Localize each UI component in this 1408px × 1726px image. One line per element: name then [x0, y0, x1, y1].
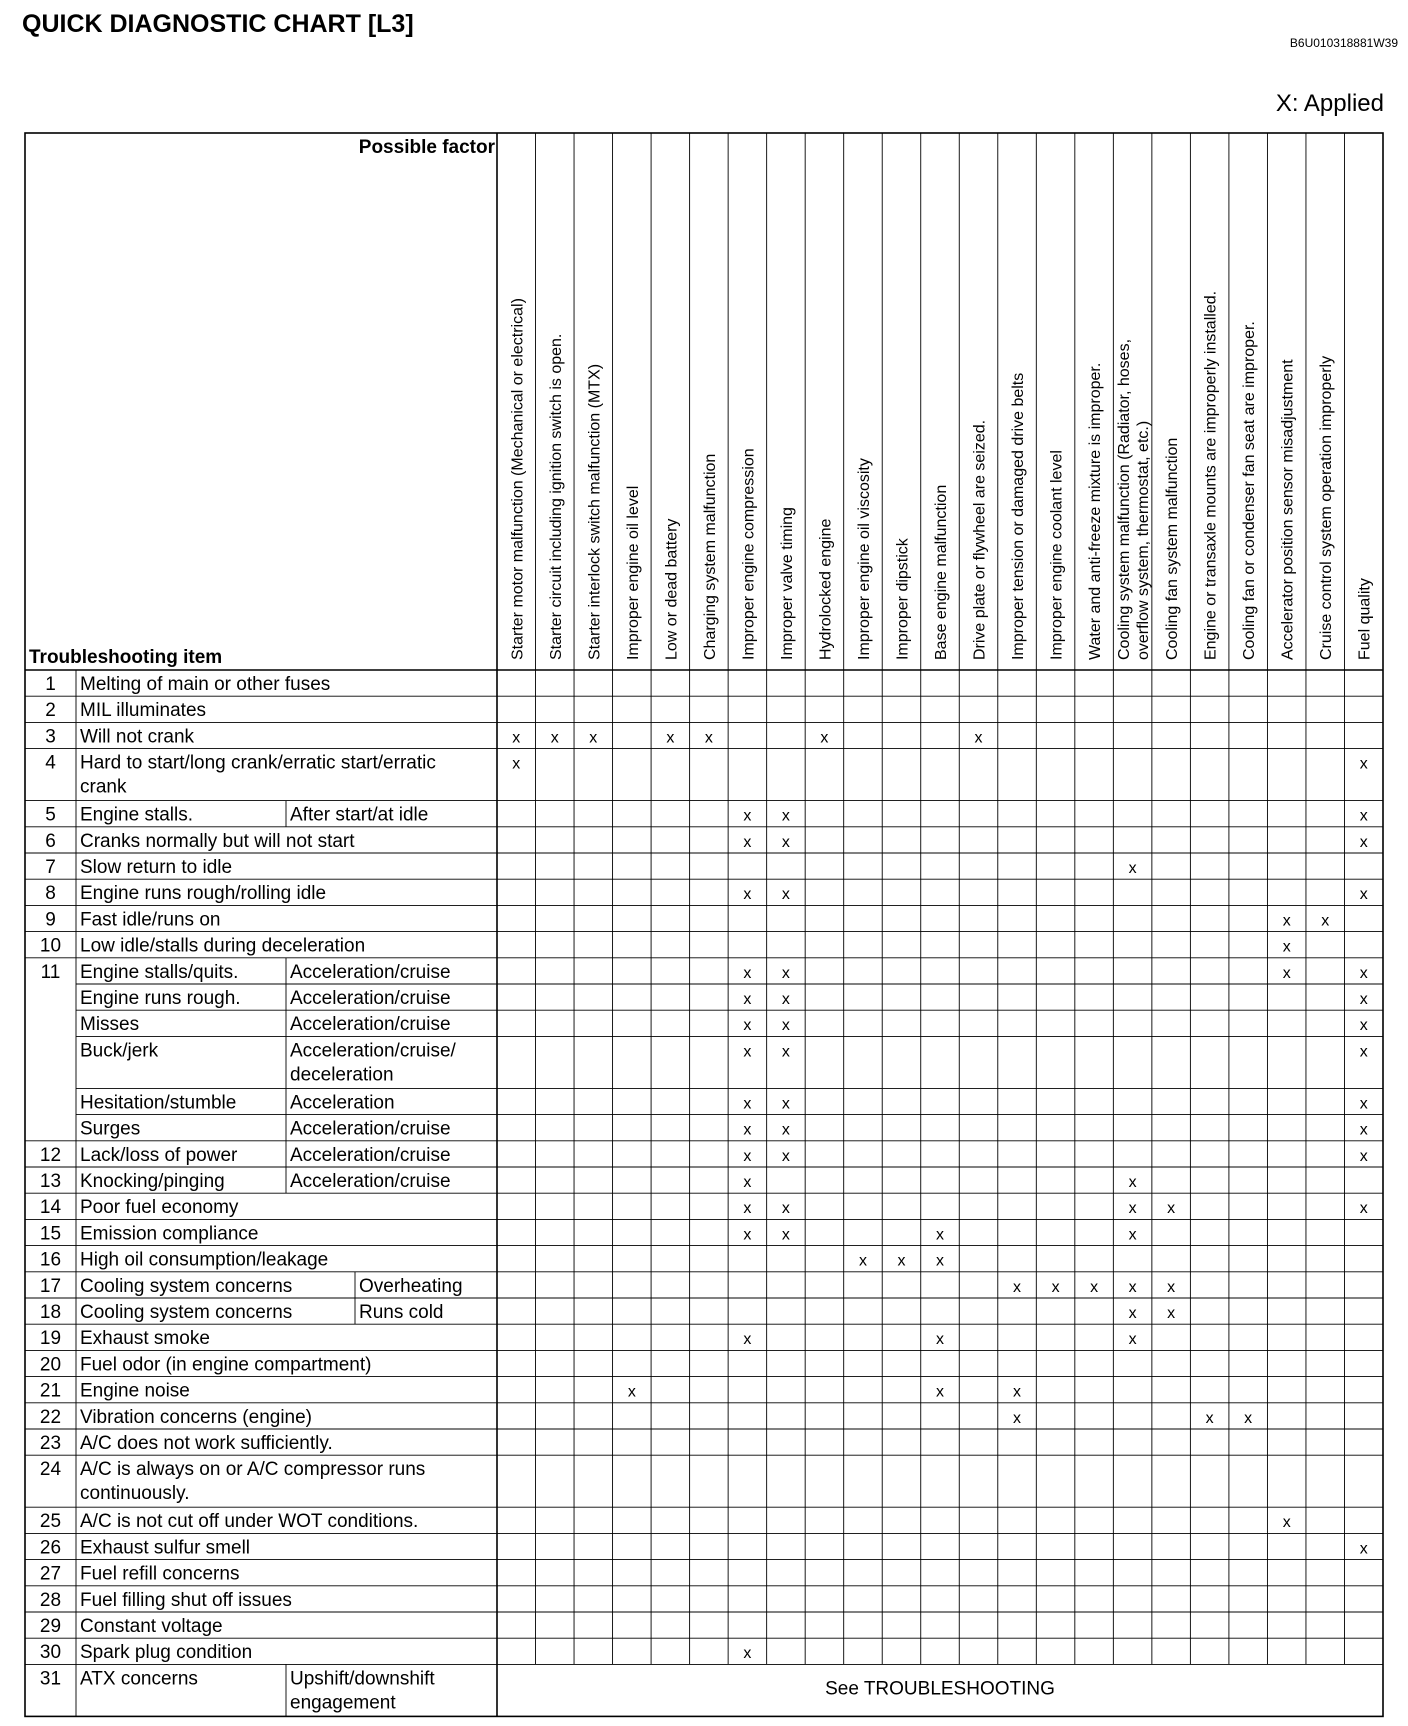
applied-mark: x — [936, 1252, 944, 1270]
row-number: 10 — [39, 935, 62, 957]
row-number: 15 — [39, 1223, 62, 1245]
applied-mark: x — [781, 1121, 790, 1139]
applied-mark: x — [1128, 1226, 1137, 1244]
factor-label — [1241, 321, 1258, 660]
row-number: 24 — [39, 1459, 62, 1481]
troubleshooting-item: Misses — [80, 1014, 140, 1036]
applied-mark: x — [974, 729, 983, 747]
troubleshooting-item: Surges — [80, 1118, 141, 1140]
row-number: 20 — [39, 1354, 62, 1376]
troubleshooting-item: Fuel filling shut off issues — [80, 1589, 292, 1611]
troubleshooting-item: Slow return to idle — [80, 857, 233, 878]
svg-text:Improper engine oil level: Improper engine oil level — [624, 485, 642, 660]
condition-text: Upshift/downshift — [290, 1668, 435, 1690]
svg-text:Starter interlock switch malfu: Starter interlock switch malfunction (MTX) — [586, 363, 604, 660]
applied-mark: x — [1244, 1409, 1253, 1427]
row-number: 6 — [45, 830, 56, 852]
svg-text:Base engine malfunction: Base engine malfunction — [933, 484, 950, 660]
applied-mark: x — [1128, 860, 1137, 877]
svg-text:Cooling fan system malfunction: Cooling fan system malfunction — [1164, 437, 1182, 660]
applied-mark: x — [1282, 912, 1291, 930]
row-number: 4 — [45, 752, 56, 774]
troubleshooting-item: Vibration concerns (engine) — [80, 1406, 313, 1428]
svg-text:Engine or transaxle mounts are: Engine or transaxle mounts are improperly installed. — [1202, 290, 1220, 660]
condition-text: After start/at idle — [290, 804, 429, 826]
factor-label — [1318, 356, 1335, 660]
svg-text:Drive plate or flywheel are se: Drive plate or flywheel are seized. — [971, 419, 989, 660]
factor-label — [1049, 450, 1066, 660]
svg-text:Improper engine coolant level: Improper engine coolant level — [1048, 450, 1066, 660]
applied-mark: x — [743, 833, 752, 851]
troubleshooting-item: Hard to start/long crank/erratic start/erratic — [80, 752, 436, 774]
applied-mark: x — [781, 1147, 790, 1165]
row-number: 17 — [39, 1275, 62, 1297]
applied-mark: x — [781, 1095, 790, 1113]
row-number: 7 — [45, 857, 56, 878]
svg-text:Low or dead battery: Low or dead battery — [663, 518, 681, 660]
see-troubleshooting-note: See TROUBLESHOOTING — [825, 1678, 1055, 1700]
applied-mark: x — [1359, 1095, 1368, 1113]
troubleshooting-item: Will not crank — [80, 726, 195, 748]
applied-mark: x — [743, 964, 752, 982]
applied-mark: x — [550, 729, 559, 747]
condition-text: Acceleration/cruise — [290, 1171, 451, 1192]
applied-mark: x — [1128, 1305, 1137, 1322]
svg-text:Cooling system malfunction (Ra: Cooling system malfunction (Radiator, hoses, — [1116, 338, 1134, 660]
svg-text:Hydrolocked engine: Hydrolocked engine — [817, 518, 835, 660]
factor-label — [1010, 373, 1027, 660]
applied-mark: x — [781, 807, 790, 825]
row-number: 22 — [39, 1406, 62, 1428]
applied-mark: x — [1359, 1200, 1368, 1218]
applied-mark: x — [512, 729, 521, 747]
applied-mark: x — [820, 729, 829, 747]
row-number: 26 — [39, 1537, 62, 1559]
troubleshooting-item: Cooling system concerns — [80, 1275, 293, 1297]
applied-mark: x — [1359, 991, 1368, 1008]
applied-mark: x — [781, 1200, 790, 1218]
applied-mark: x — [1282, 1514, 1291, 1532]
possible-factor-label: Possible factor — [358, 137, 495, 158]
applied-mark: x — [704, 729, 713, 747]
troubleshooting-item: Fuel refill concerns — [80, 1563, 240, 1585]
row-number: 11 — [40, 961, 61, 983]
factor-label — [1116, 339, 1152, 660]
applied-mark: x — [781, 991, 790, 1008]
applied-mark: x — [743, 886, 752, 904]
svg-text:Starter circuit including igni: Starter circuit including ignition switch is open. — [547, 333, 565, 660]
condition-text: Acceleration/cruise — [290, 1144, 451, 1166]
factor-label — [702, 454, 719, 660]
applied-mark: x — [743, 1043, 752, 1061]
factor-label — [586, 364, 603, 660]
applied-mark: x — [1359, 1147, 1368, 1165]
svg-text:Fuel quality: Fuel quality — [1356, 578, 1374, 660]
row-number: 5 — [45, 804, 56, 826]
applied-mark: x — [743, 1121, 752, 1139]
applied-mark: x — [936, 1383, 944, 1401]
factor-label — [625, 486, 642, 660]
condition-text: Acceleration/cruise — [290, 988, 451, 1009]
row-number: 27 — [39, 1563, 62, 1585]
troubleshooting-item: Cooling system concerns — [80, 1302, 293, 1323]
applied-mark: x — [781, 964, 790, 982]
factor-label — [856, 458, 873, 660]
factor-label — [894, 537, 911, 660]
troubleshooting-item: MIL illuminates — [80, 700, 207, 722]
svg-text:Cooling fan or condenser fan s: Cooling fan or condenser fan seat are improper. — [1241, 321, 1259, 660]
applied-mark: x — [1167, 1200, 1176, 1218]
troubleshooting-item: Melting of main or other fuses — [80, 674, 331, 695]
factor-label — [1087, 363, 1104, 660]
svg-text:Accelerator position sensor mi: Accelerator position sensor misadjustment — [1279, 359, 1297, 660]
row-number: 23 — [39, 1433, 62, 1454]
applied-mark: x — [1282, 938, 1291, 956]
applied-mark: x — [1128, 1331, 1137, 1349]
applied-mark: x — [1359, 1043, 1368, 1061]
applied-mark: x — [781, 833, 790, 851]
document-id: B6U010318881W39 — [1289, 36, 1398, 50]
factor-label — [817, 518, 834, 660]
troubleshooting-item: A/C is always on or A/C compressor runs — [80, 1459, 426, 1481]
svg-text:Improper valve timing: Improper valve timing — [778, 507, 796, 660]
applied-mark: x — [1013, 1278, 1022, 1296]
applied-mark: x — [781, 1017, 790, 1035]
applied-mark: x — [1359, 886, 1368, 904]
applied-mark: x — [1128, 1174, 1137, 1191]
factor-label — [509, 298, 526, 660]
troubleshooting-item: Exhaust sulfur smell — [80, 1537, 251, 1559]
svg-text:overflow system, thermostat, e: overflow system, thermostat, etc.) — [1135, 420, 1153, 660]
applied-mark: x — [897, 1252, 906, 1270]
troubleshooting-item: Engine runs rough/rolling idle — [80, 883, 327, 905]
condition-text: Acceleration/cruise/ — [290, 1040, 456, 1062]
troubleshooting-item: Constant voltage — [80, 1616, 223, 1637]
applied-mark: x — [1167, 1305, 1176, 1322]
svg-text:Improper dipstick: Improper dipstick — [894, 538, 912, 660]
applied-mark: x — [743, 1147, 752, 1165]
applied-mark: x — [1359, 1017, 1368, 1035]
applied-mark: x — [743, 1174, 752, 1191]
applied-mark: x — [1359, 755, 1368, 773]
troubleshooting-item: Engine noise — [80, 1380, 190, 1402]
troubleshooting-item: Buck/jerk — [80, 1040, 159, 1062]
applied-mark: x — [743, 1226, 752, 1244]
row-number: 16 — [39, 1249, 62, 1271]
legend: X: Applied — [1275, 90, 1384, 117]
applied-mark: x — [1205, 1409, 1214, 1427]
condition-text: Overheating — [359, 1275, 463, 1297]
troubleshooting-item: Lack/loss of power — [80, 1144, 238, 1166]
row-number: 12 — [39, 1144, 62, 1166]
factor-label — [779, 507, 796, 660]
condition-text: Acceleration/cruise — [290, 1118, 451, 1140]
factor-label — [663, 519, 680, 660]
row-number: 8 — [45, 883, 56, 905]
troubleshooting-item: Exhaust smoke — [80, 1328, 210, 1350]
applied-mark: x — [1359, 964, 1368, 982]
factor-label — [548, 334, 565, 660]
applied-mark: x — [666, 729, 675, 747]
applied-mark: x — [743, 1017, 752, 1035]
applied-mark: x — [743, 1200, 752, 1218]
troubleshooting-item: Cranks normally but will not start — [80, 830, 355, 852]
applied-mark: x — [781, 1043, 790, 1061]
row-number: 25 — [39, 1511, 62, 1533]
applied-mark: x — [1167, 1278, 1176, 1296]
troubleshooting-item: Knocking/pinging — [80, 1171, 225, 1192]
row-number: 28 — [39, 1589, 62, 1611]
troubleshooting-item-label: Troubleshooting item — [29, 647, 223, 668]
svg-text:Water and anti-freeze mixture: Water and anti-freeze mixture is improper. — [1087, 362, 1105, 660]
row-number: 13 — [39, 1171, 62, 1192]
row-number: 3 — [45, 726, 56, 748]
troubleshooting-item: ATX concerns — [80, 1668, 198, 1690]
troubleshooting-item: Fuel odor (in engine compartment) — [80, 1354, 372, 1376]
factor-label — [1280, 359, 1297, 660]
factor-label — [1164, 438, 1181, 660]
troubleshooting-item: crank — [80, 776, 127, 798]
applied-mark: x — [1282, 964, 1291, 982]
condition-text: Acceleration — [290, 1092, 395, 1114]
factor-label — [1357, 578, 1374, 660]
applied-mark: x — [627, 1383, 636, 1401]
applied-mark: x — [1128, 1278, 1137, 1296]
applied-mark: x — [858, 1252, 867, 1270]
svg-text:Improper engine oil viscosity: Improper engine oil viscosity — [855, 458, 873, 660]
svg-text:Charging system malfunction: Charging system malfunction — [701, 453, 719, 660]
applied-mark: x — [781, 1226, 790, 1244]
applied-mark: x — [1128, 1200, 1137, 1218]
troubleshooting-item: Emission compliance — [80, 1223, 259, 1245]
applied-mark: x — [936, 1226, 944, 1244]
factor-label — [1203, 291, 1220, 660]
applied-mark: x — [1013, 1383, 1022, 1401]
condition-text: Acceleration/cruise — [290, 1014, 451, 1036]
applied-mark: x — [1359, 807, 1368, 825]
troubleshooting-item: Hesitation/stumble — [80, 1092, 237, 1114]
condition-text: engagement — [290, 1692, 396, 1714]
svg-text:Improper tension or damaged dr: Improper tension or damaged drive belts — [1010, 372, 1028, 660]
factor-label — [972, 420, 989, 660]
applied-mark: x — [936, 1331, 944, 1349]
applied-mark: x — [1051, 1278, 1060, 1296]
row-number: 1 — [45, 674, 56, 695]
svg-text:Starter motor malfunction (Mec: Starter motor malfunction (Mechanical or electrical) — [509, 298, 527, 660]
condition-text: Runs cold — [359, 1302, 444, 1323]
applied-mark: x — [1359, 833, 1368, 851]
applied-mark: x — [1090, 1278, 1099, 1296]
applied-mark: x — [1321, 912, 1330, 930]
troubleshooting-item: Poor fuel economy — [80, 1197, 239, 1219]
row-number: 18 — [39, 1302, 62, 1323]
applied-mark: x — [589, 729, 598, 747]
applied-mark: x — [743, 807, 752, 825]
svg-text:Cruise control system operatio: Cruise control system operation improperly — [1318, 355, 1336, 660]
factor-label — [933, 485, 950, 660]
applied-mark: x — [1013, 1409, 1022, 1427]
applied-mark: x — [1359, 1540, 1368, 1558]
row-number: 21 — [39, 1380, 62, 1402]
row-number: 2 — [45, 700, 56, 722]
row-number: 19 — [39, 1328, 62, 1350]
troubleshooting-item: A/C does not work sufficiently. — [80, 1433, 333, 1454]
svg-text:Improper engine compression: Improper engine compression — [740, 448, 758, 660]
troubleshooting-item: High oil consumption/leakage — [80, 1249, 329, 1271]
applied-mark: x — [743, 1095, 752, 1113]
row-number: 31 — [39, 1668, 62, 1690]
troubleshooting-item: Engine stalls. — [80, 804, 194, 826]
applied-mark: x — [512, 755, 521, 773]
page-title: QUICK DIAGNOSTIC CHART [L3] — [22, 10, 414, 38]
row-number: 14 — [39, 1197, 62, 1219]
applied-mark: x — [1359, 1121, 1368, 1139]
applied-mark: x — [743, 1331, 752, 1349]
applied-mark: x — [781, 886, 790, 904]
row-number: 30 — [39, 1642, 62, 1664]
troubleshooting-item: Fast idle/runs on — [80, 909, 221, 931]
troubleshooting-item: Engine runs rough. — [80, 988, 241, 1009]
condition-text: Acceleration/cruise — [290, 961, 451, 983]
factor-label — [740, 448, 757, 660]
troubleshooting-item: Spark plug condition — [80, 1642, 253, 1664]
row-number: 9 — [45, 909, 56, 931]
troubleshooting-item: Engine stalls/quits. — [80, 961, 239, 983]
troubleshooting-item: A/C is not cut off under WOT conditions. — [80, 1511, 419, 1533]
row-number: 29 — [39, 1616, 62, 1637]
troubleshooting-item: continuously. — [80, 1483, 190, 1505]
applied-mark: x — [743, 1645, 752, 1663]
troubleshooting-item: Low idle/stalls during deceleration — [80, 935, 366, 957]
condition-text: deceleration — [290, 1064, 394, 1086]
applied-mark: x — [743, 991, 752, 1008]
